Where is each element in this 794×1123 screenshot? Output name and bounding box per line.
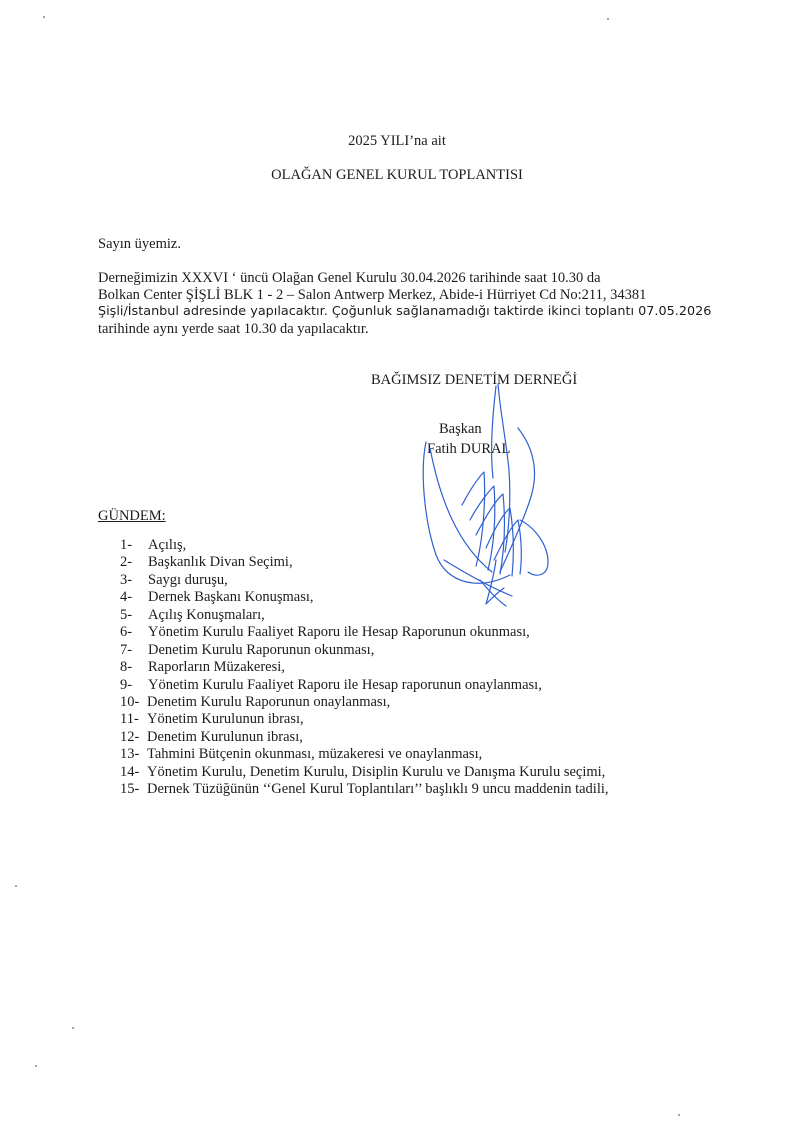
agenda-item-text: Denetim Kurulu Raporunun okunması, [148, 641, 375, 658]
agenda-item [120, 624, 609, 641]
agenda-item-text: Dernek Başkanı Konuşması, [148, 589, 314, 606]
scan-speck [678, 1114, 680, 1116]
agenda-item-number: 3- [120, 571, 133, 588]
agenda-item [120, 537, 609, 554]
organization-name: BAĞIMSIZ DENETİM DERNEĞİ [371, 372, 578, 388]
agenda-title: GÜNDEM: [98, 508, 166, 524]
agenda-item-text: Denetim Kurulu Raporunun onaylanması, [147, 693, 391, 710]
body-line-1: Derneğimizin XXXVI ‘ üncü Olağan Genel Kurulu 30.04.2026 tarihinde saat 10.30 da [98, 270, 601, 286]
agenda-item-text: Tahmini Bütçenin okunması, müzakeresi ve onaylanması, [147, 746, 483, 763]
agenda-item [120, 607, 609, 624]
scan-speck [43, 16, 45, 18]
agenda-item [120, 729, 609, 746]
agenda-item [120, 572, 609, 589]
agenda-item [120, 764, 609, 781]
body-line-3: Şişli/İstanbul adresinde yapılacaktır. Çoğunluk sağlanamadığı taktirde ikinci toplantı 07.05.2026 [98, 304, 712, 319]
agenda-item-number: 8- [120, 659, 133, 676]
agenda-item-number: 1- [120, 537, 133, 553]
agenda-item [120, 659, 609, 676]
agenda-item-text: Raporların Müzakeresi, [148, 659, 285, 676]
body-line-4: tarihinde aynı yerde saat 10.30 da yapılacaktır. [98, 321, 369, 337]
body-line-2: Bolkan Center ŞİŞLİ BLK 1 - 2 – Salon Antwerp Merkez, Abide-i Hürriyet Cd No:211, 34381 [98, 287, 647, 303]
agenda-item [120, 589, 609, 606]
agenda-item-number: 7- [120, 641, 133, 658]
agenda-item [120, 694, 609, 711]
agenda-item-text: Açılış, [148, 537, 187, 553]
signatory-role: Başkan [439, 421, 482, 437]
agenda-item-text: Yönetim Kurulu Faaliyet Raporu ile Hesap Raporunun okunması, [148, 624, 530, 641]
agenda-item-number: 10- [120, 693, 140, 710]
agenda-item [120, 781, 609, 798]
agenda-item-text: Başkanlık Divan Seçimi, [148, 554, 293, 571]
agenda-item-number: 11- [120, 711, 139, 728]
agenda-item-number: 2- [120, 554, 133, 571]
agenda-item-text: Dernek Tüzüğünün ‘‘Genel Kurul Toplantıları’’ başlıklı 9 uncu maddenin tadili, [147, 781, 609, 798]
heading-year: 2025 YILI’na ait [348, 133, 446, 149]
scan-speck [35, 1065, 37, 1067]
signatory-name: Fatih DURAL [427, 441, 511, 457]
agenda-item-text: Denetim Kurulunun ibrası, [147, 728, 303, 745]
agenda-item-number: 4- [120, 589, 133, 606]
agenda-item-number: 15- [120, 781, 140, 798]
scan-speck [607, 18, 609, 20]
agenda-item-text: Yönetim Kurulu Faaliyet Raporu ile Hesap raporunun onaylanması, [148, 676, 542, 693]
agenda-item-text: Saygı duruşu, [148, 571, 228, 588]
agenda-item-number: 12- [120, 728, 140, 745]
agenda-item [120, 711, 609, 728]
agenda-item-number: 13- [120, 746, 140, 763]
heading-meeting-title: OLAĞAN GENEL KURUL TOPLANTISI [271, 167, 523, 183]
agenda-item-text: Yönetim Kurulu, Denetim Kurulu, Disiplin Kurulu ve Danışma Kurulu seçimi, [147, 763, 606, 780]
agenda-item [120, 642, 609, 659]
agenda-item-number: 9- [120, 676, 133, 693]
agenda-item-number: 6- [120, 624, 133, 641]
agenda-item-text: Açılış Konuşmaları, [148, 606, 265, 623]
agenda-item-text: Yönetim Kurulunun ibrası, [147, 711, 304, 728]
greeting: Sayın üyemiz. [98, 236, 181, 252]
agenda-list [120, 537, 609, 799]
scan-speck [72, 1027, 74, 1029]
scan-speck [15, 885, 17, 887]
agenda-item [120, 677, 609, 694]
agenda-item [120, 746, 609, 763]
agenda-item [120, 554, 609, 571]
agenda-item-number: 5- [120, 606, 133, 623]
agenda-item-number: 14- [120, 763, 140, 780]
